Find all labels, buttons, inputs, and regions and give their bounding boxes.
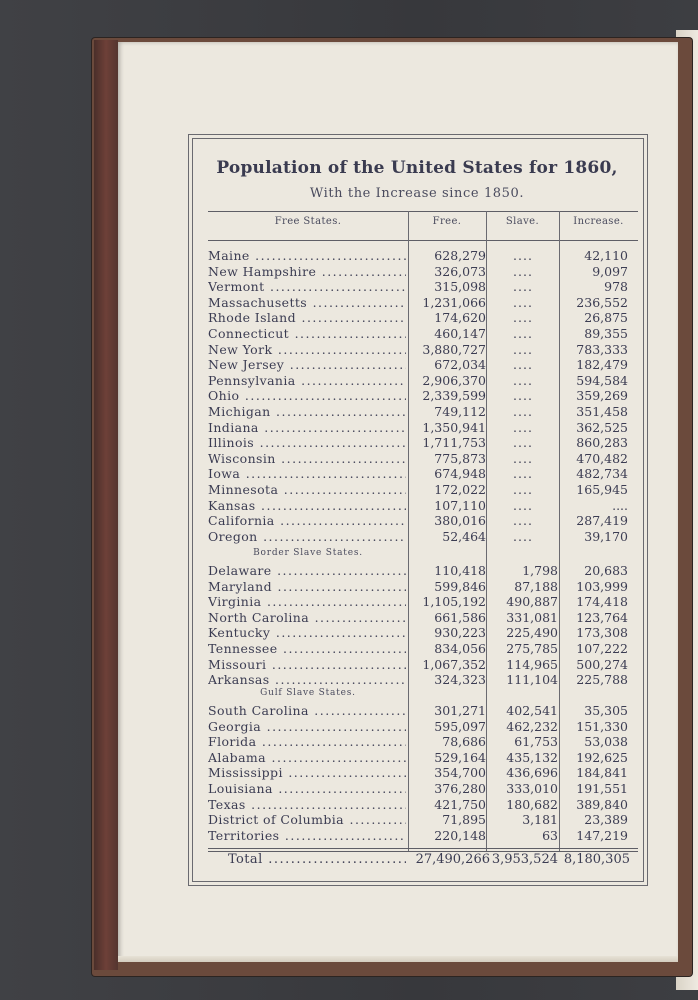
free-value: 599,846 <box>434 578 486 594</box>
section-label: Gulf Slave States. <box>260 688 356 698</box>
state-name: Territories ..... <box>208 828 406 843</box>
free-value: 749,112 <box>434 404 486 419</box>
increase-value: 151,330 <box>576 718 628 734</box>
state-name: New Hampshire ..... <box>208 264 406 279</box>
free-value: 672,034 <box>434 357 486 373</box>
state-name: New York ..... <box>208 342 406 357</box>
free-value: 172,022 <box>434 482 486 497</box>
increase-value: 123,764 <box>576 609 628 625</box>
free-value: 376,280 <box>434 781 486 796</box>
free-value: 2,339,599 <box>422 388 486 404</box>
table-row <box>208 781 638 797</box>
free-value: 1,105,192 <box>422 594 486 610</box>
increase-value: 89,355 <box>584 326 628 341</box>
increase-value: 500,274 <box>576 656 628 672</box>
slave-value: 114,965 <box>506 656 558 672</box>
state-name: Kentucky ..... <box>208 625 406 640</box>
increase-value: 23,389 <box>584 812 628 828</box>
free-value: 834,056 <box>434 641 486 656</box>
slave-value: .... <box>513 294 533 310</box>
table-row <box>208 703 638 719</box>
free-value: 380,016 <box>434 513 486 529</box>
free-value: 529,164 <box>434 749 486 765</box>
table-row <box>208 625 638 641</box>
free-value: 1,067,352 <box>422 656 486 672</box>
slave-value: 1,798 <box>522 563 558 578</box>
state-name: Virginia ..... <box>208 594 406 609</box>
increase-value: 389,840 <box>576 796 628 812</box>
increase-value: 362,525 <box>576 419 628 435</box>
state-name: District of Columbia ..... <box>208 812 406 827</box>
increase-value: 103,999 <box>576 578 628 594</box>
slave-value: 87,188 <box>514 578 558 594</box>
slave-value: 63 <box>542 827 558 843</box>
table-row <box>208 719 638 735</box>
increase-value: 42,110 <box>584 248 628 263</box>
free-value: 71,895 <box>442 812 486 828</box>
book-spine <box>94 40 118 970</box>
table-row <box>208 248 638 264</box>
state-name: Illinois ..... <box>208 435 406 450</box>
free-value: 2,906,370 <box>422 372 486 388</box>
state-name: Louisiana ..... <box>208 781 406 796</box>
slave-value: .... <box>513 248 533 263</box>
slave-value: .... <box>513 466 533 482</box>
increase-value: 184,841 <box>576 765 628 781</box>
increase-value: 20,683 <box>584 563 628 578</box>
increase-value: 165,945 <box>576 482 628 497</box>
table-row <box>208 641 638 657</box>
slave-value: .... <box>513 513 533 529</box>
free-value: 354,700 <box>434 765 486 781</box>
free-value: 220,148 <box>434 827 486 843</box>
increase-value: 107,222 <box>576 641 628 656</box>
state-name: Oregon ..... <box>208 529 406 544</box>
table-row <box>208 482 638 498</box>
increase-value: 351,458 <box>576 404 628 419</box>
table-row <box>208 279 638 295</box>
header-increase: Increase. <box>573 216 624 227</box>
header-free: Free. <box>432 216 462 227</box>
table-row <box>208 466 638 482</box>
free-value: 930,223 <box>434 625 486 641</box>
slave-value: 331,081 <box>506 609 558 625</box>
slave-value: .... <box>513 435 533 451</box>
increase-value: 482,734 <box>576 466 628 482</box>
increase-value: 26,875 <box>584 310 628 326</box>
state-name: Indiana ..... <box>208 420 406 435</box>
increase-value: 39,170 <box>584 528 628 544</box>
table-row <box>208 420 638 436</box>
increase-value: 173,308 <box>576 625 628 641</box>
table-row <box>208 734 638 750</box>
slave-value: 462,232 <box>506 718 558 734</box>
table-row <box>208 579 638 595</box>
slave-value: .... <box>513 528 533 544</box>
increase-value: 359,269 <box>576 388 628 404</box>
free-value: 301,271 <box>434 703 486 718</box>
free-value: 775,873 <box>434 450 486 466</box>
state-name: Wisconsin ..... <box>208 451 406 466</box>
table-row <box>208 498 638 514</box>
section-label: Border Slave States. <box>253 548 363 558</box>
table-row <box>208 812 638 828</box>
free-value: 674,948 <box>434 466 486 482</box>
slave-value: .... <box>513 326 533 341</box>
state-name: Alabama ..... <box>208 750 406 765</box>
total-free: 27,490,266 <box>415 852 490 867</box>
table-row <box>208 326 638 342</box>
slave-value: 180,682 <box>506 796 558 812</box>
free-value: 595,097 <box>434 718 486 734</box>
state-name: Vermont ..... <box>208 279 406 294</box>
slave-value: 490,887 <box>506 594 558 610</box>
table-row <box>208 529 638 545</box>
slave-value: 436,696 <box>506 765 558 781</box>
increase-value: 594,584 <box>576 372 628 388</box>
state-name: Maryland ..... <box>208 579 406 594</box>
state-name: Minnesota ..... <box>208 482 406 497</box>
state-name: Florida ..... <box>208 734 406 749</box>
slave-value: 275,785 <box>506 641 558 656</box>
table-row <box>208 657 638 673</box>
free-value: 661,586 <box>434 609 486 625</box>
increase-value: 191,551 <box>576 781 628 796</box>
slave-value: .... <box>513 263 533 279</box>
state-name: Arkansas ..... <box>208 672 406 687</box>
table-row <box>208 750 638 766</box>
state-name: Georgia ..... <box>208 719 406 734</box>
state-name: South Carolina ..... <box>208 703 406 718</box>
free-value: 1,350,941 <box>422 419 486 435</box>
state-name: Tennessee ..... <box>208 641 406 656</box>
slave-value: .... <box>513 372 533 388</box>
free-value: 52,464 <box>442 528 486 544</box>
free-value: 78,686 <box>442 734 486 750</box>
state-name: Rhode Island ..... <box>208 310 406 325</box>
slave-value: .... <box>513 310 533 326</box>
increase-value: 225,788 <box>576 672 628 688</box>
total-rule <box>208 848 638 849</box>
state-name: Connecticut ..... <box>208 326 406 341</box>
state-name: North Carolina ..... <box>208 610 406 625</box>
slave-value: .... <box>513 497 533 513</box>
increase-value: 53,038 <box>584 734 628 750</box>
free-value: 421,750 <box>434 796 486 812</box>
slave-value: .... <box>513 482 533 497</box>
header-slave: Slave. <box>505 216 540 227</box>
free-value: 3,880,727 <box>422 341 486 357</box>
state-name: Missouri ..... <box>208 657 406 672</box>
state-name: Delaware ..... <box>208 563 406 578</box>
state-name: California ..... <box>208 513 406 528</box>
table-row <box>208 357 638 373</box>
total-slave: 3,953,524 <box>491 852 558 867</box>
free-value: 1,711,753 <box>422 435 486 451</box>
page-subtitle: With the Increase since 1850. <box>309 186 525 201</box>
total-increase: 8,180,305 <box>563 852 630 867</box>
slave-value: 402,541 <box>506 703 558 718</box>
table-row <box>208 404 638 420</box>
slave-value: 111,104 <box>506 672 558 688</box>
state-name: Texas ..... <box>208 797 406 812</box>
free-value: 107,110 <box>434 497 486 513</box>
table-row <box>208 765 638 781</box>
increase-value: 470,482 <box>576 450 628 466</box>
state-name: New Jersey ..... <box>208 357 406 372</box>
slave-value: .... <box>513 404 533 419</box>
increase-value: 174,418 <box>576 594 628 610</box>
slave-value: .... <box>513 419 533 435</box>
table-row <box>208 594 638 610</box>
free-value: 628,279 <box>434 248 486 263</box>
slave-value: 225,490 <box>506 625 558 641</box>
slave-value: .... <box>513 388 533 404</box>
increase-value: 978 <box>604 279 628 295</box>
increase-value: 860,283 <box>576 435 628 451</box>
increase-value: 783,333 <box>576 341 628 357</box>
increase-value: 182,479 <box>576 357 628 373</box>
increase-value: 192,625 <box>576 749 628 765</box>
slave-value: 61,753 <box>514 734 558 750</box>
increase-value: .... <box>612 497 628 513</box>
free-value: 315,098 <box>434 279 486 295</box>
increase-value: 287,419 <box>576 513 628 529</box>
header-rule-top <box>208 211 638 212</box>
increase-value: 35,305 <box>584 703 628 718</box>
increase-value: 9,097 <box>592 263 628 279</box>
table-row <box>208 388 638 404</box>
free-value: 110,418 <box>434 563 486 578</box>
total-label: Total ..... <box>228 852 406 867</box>
table-row <box>208 797 638 813</box>
state-name: Pennsylvania ..... <box>208 373 406 388</box>
table-row <box>208 295 638 311</box>
state-name: Maine ..... <box>208 248 406 263</box>
table-row <box>208 672 638 688</box>
slave-value: .... <box>513 341 533 357</box>
state-name: Massachusetts ..... <box>208 295 406 310</box>
table-row <box>208 373 638 389</box>
increase-value: 147,219 <box>576 827 628 843</box>
table-row <box>208 451 638 467</box>
slave-value: .... <box>513 279 533 295</box>
free-value: 174,620 <box>434 310 486 326</box>
table-row <box>208 610 638 626</box>
page-title: Population of the United States for 1860, <box>216 158 618 178</box>
table-row <box>208 310 638 326</box>
slave-value: 435,132 <box>506 749 558 765</box>
table-row <box>208 264 638 280</box>
increase-value: 236,552 <box>576 294 628 310</box>
table-row <box>208 435 638 451</box>
slave-value: 333,010 <box>506 781 558 796</box>
state-name: Ohio ..... <box>208 388 406 403</box>
free-value: 460,147 <box>434 326 486 341</box>
table-row <box>208 563 638 579</box>
free-value: 324,323 <box>434 672 486 688</box>
slave-value: .... <box>513 357 533 373</box>
free-value: 326,073 <box>434 263 486 279</box>
slave-value: .... <box>513 450 533 466</box>
state-name: Kansas ..... <box>208 498 406 513</box>
state-name: Iowa ..... <box>208 466 406 481</box>
table-row <box>208 513 638 529</box>
state-name: Mississippi ..... <box>208 765 406 780</box>
header-states: Free States. <box>274 216 342 227</box>
table-row <box>208 342 638 358</box>
state-name: Michigan ..... <box>208 404 406 419</box>
slave-value: 3,181 <box>522 812 558 828</box>
free-value: 1,231,066 <box>422 294 486 310</box>
table-row <box>208 828 638 844</box>
header-rule-bottom <box>208 240 638 241</box>
